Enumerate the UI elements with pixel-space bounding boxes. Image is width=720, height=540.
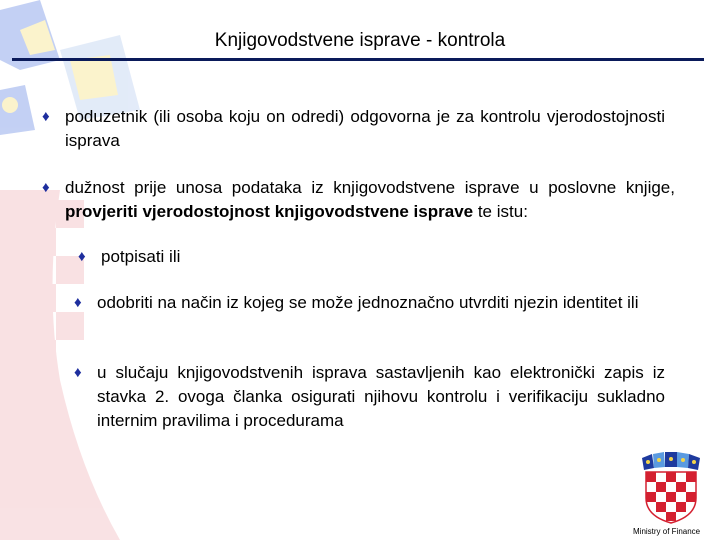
footer-ministry: Ministry of Finance — [633, 527, 701, 536]
page-title: Knjigovodstvene isprave - kontrola — [214, 30, 506, 51]
diamond-bullet-icon: ♦ — [74, 294, 82, 311]
subbullet-text: u slučaju knjigovodstvenih isprava sastavljenih kao elektronički zapis iz stavka 2. ovoga članka osigurati njihovu kontrolu i verifikaciju sukladno internim pravilima i procedurama — [97, 363, 665, 430]
bullet-text-bold: provjeriti vjerodostojnost knjigovodstvene isprave — [65, 202, 474, 221]
diamond-bullet-icon: ♦ — [42, 108, 50, 125]
subbullet-sign — [78, 245, 661, 269]
title-rule — [12, 58, 704, 61]
subbullet-electronic — [74, 361, 665, 433]
croatian-coat-of-arms-icon — [640, 452, 702, 524]
bullet-text-post: te istu: — [473, 202, 528, 221]
diamond-bullet-icon: ♦ — [74, 364, 82, 381]
diamond-bullet-icon: ♦ — [42, 179, 50, 196]
subbullet-approve — [74, 291, 665, 315]
bullet-text-pre: dužnost prije unosa podataka iz knjigovodstvene isprave u poslovne knjige, — [65, 178, 675, 197]
bullet-responsibility — [42, 105, 665, 153]
subbullet-text: potpisati ili — [101, 247, 181, 266]
subbullet-text: odobriti na način iz kojeg se može jednoznačno utvrditi njezin identitet ili — [97, 293, 639, 312]
bullet-duty — [42, 176, 675, 224]
bullet-text: poduzetnik (ili osoba koju on odredi) odgovorna je za kontrolu vjerodostojnosti isprava — [65, 107, 665, 150]
diamond-bullet-icon: ♦ — [78, 248, 86, 265]
